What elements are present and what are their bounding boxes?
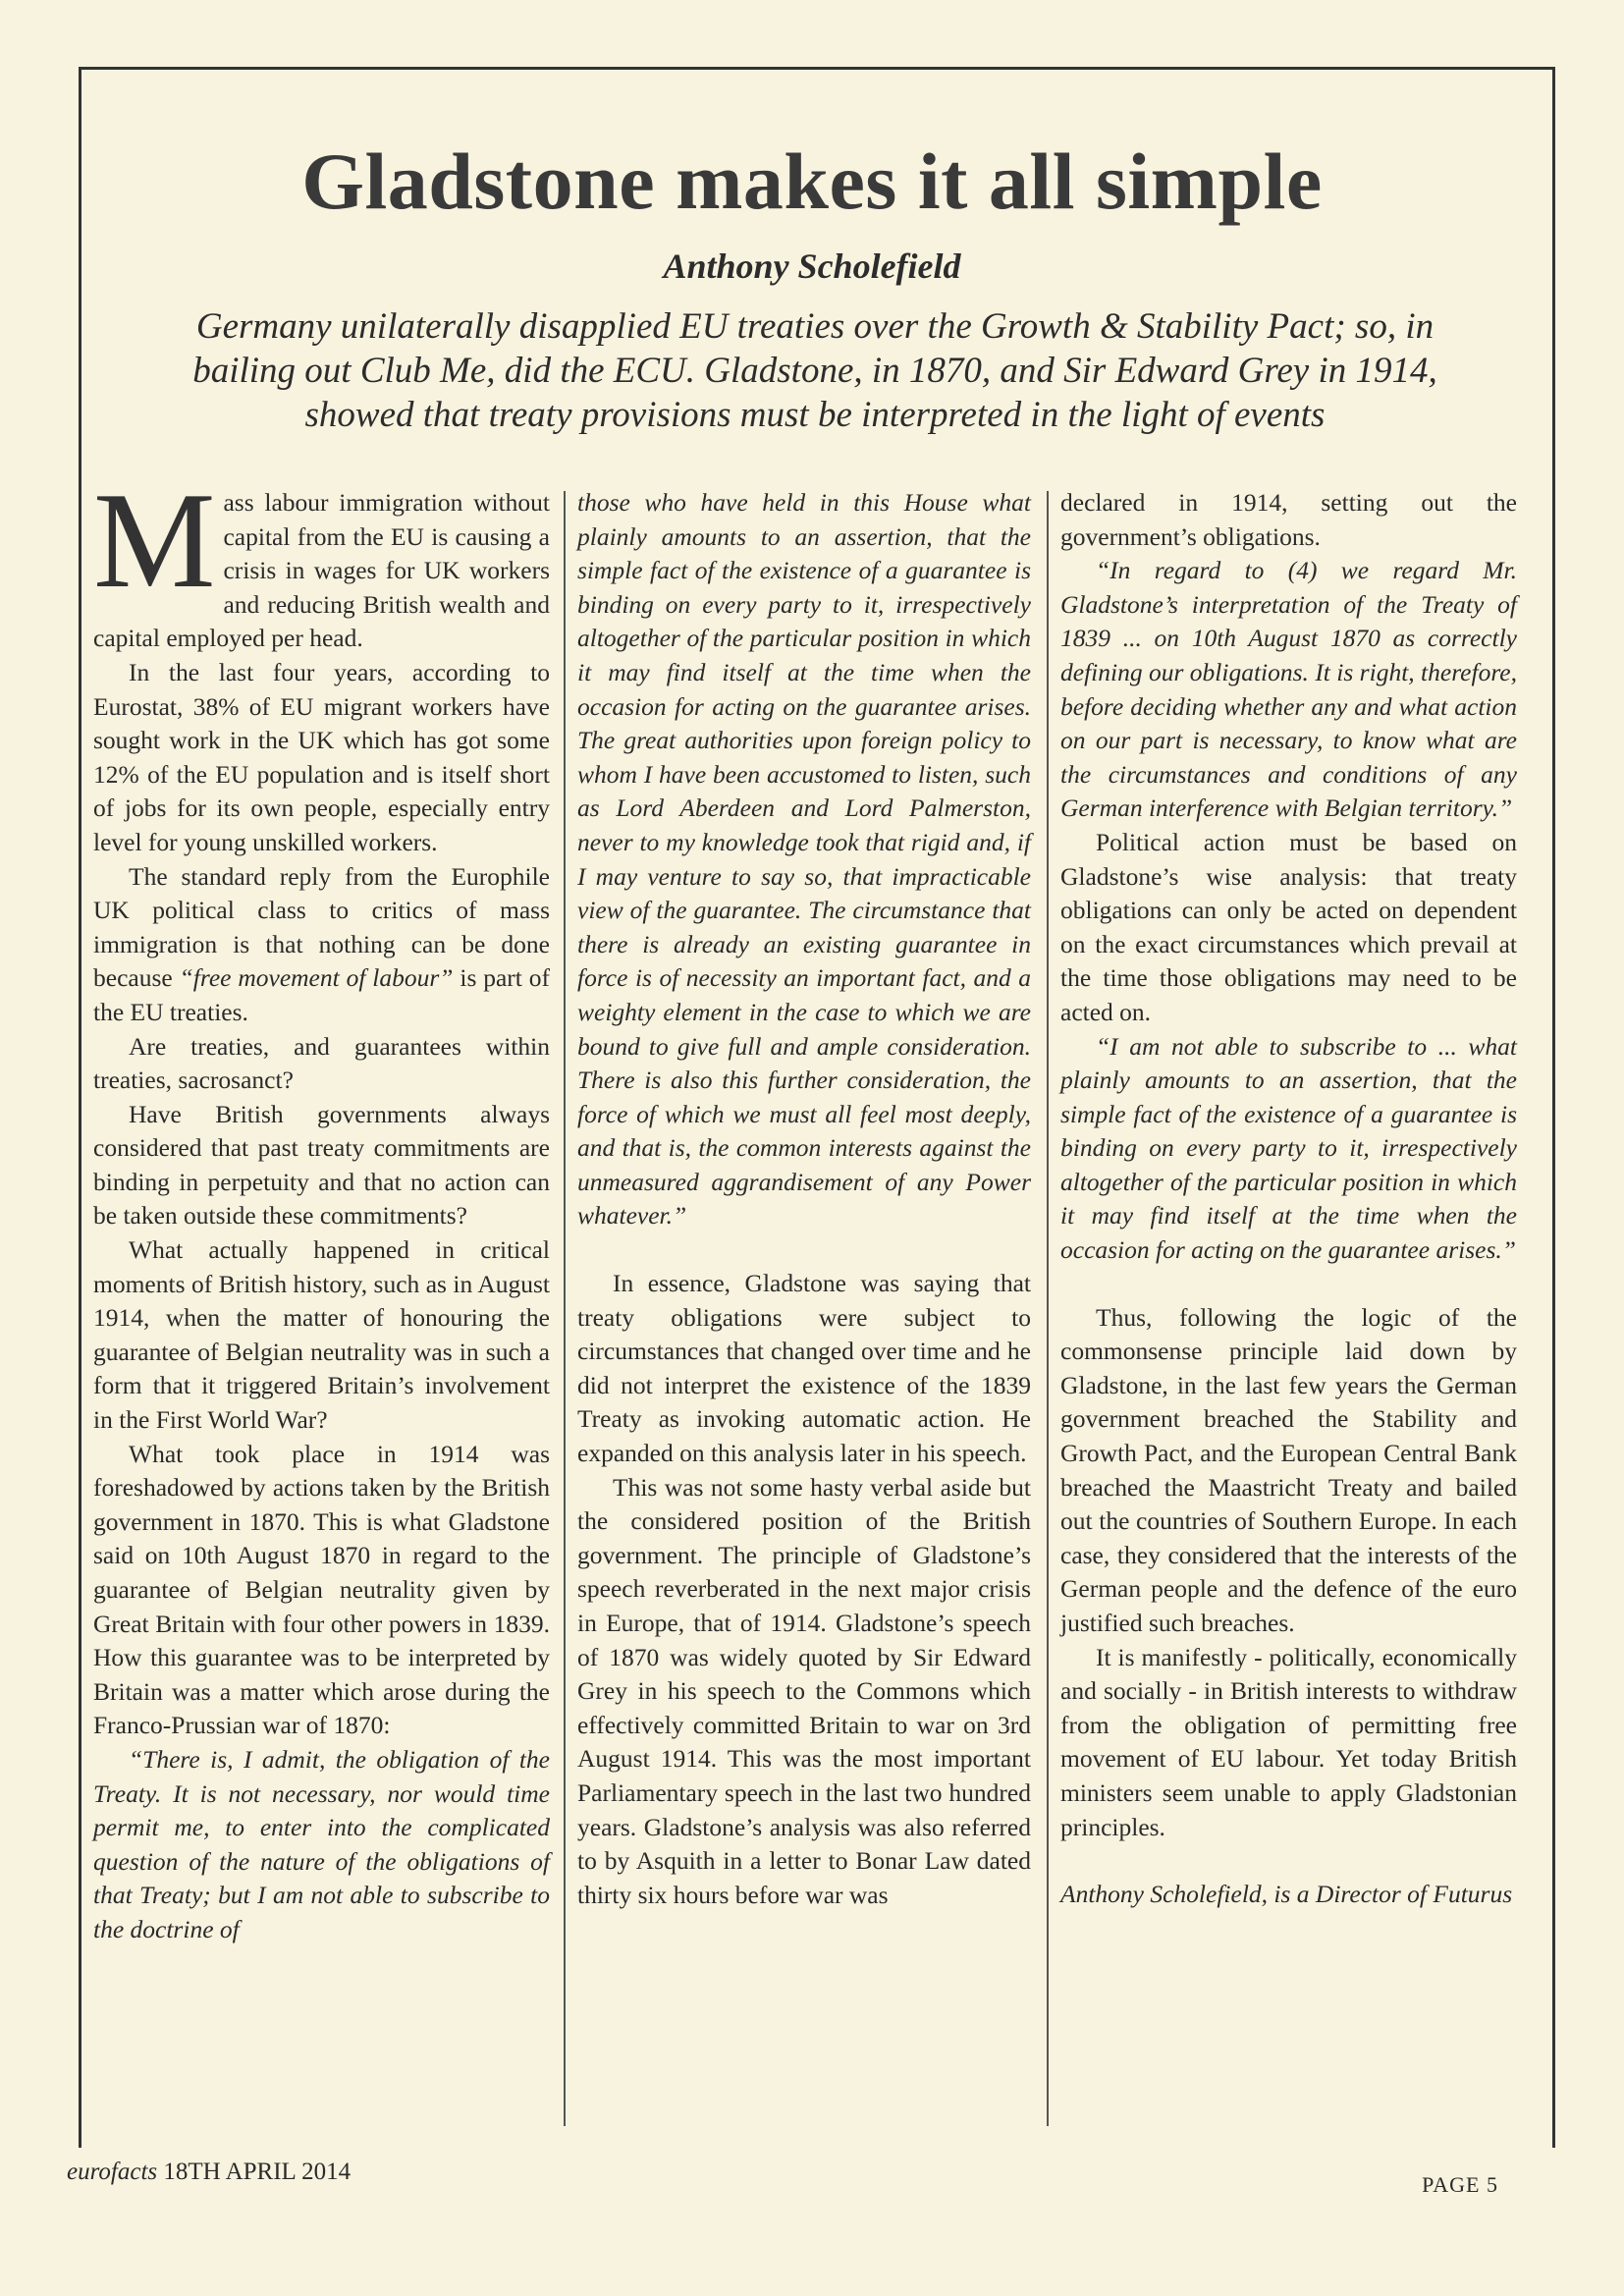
paragraph: It is manifestly - politically, economically and socially - in British interests to withdraw from the obligation of permitting free movement of EU labour. Yet today British ministers seem unable to apply Gladstonian principles.	[1060, 1642, 1517, 1841]
paragraph: In the last four years, according to Eurostat, 38% of EU migrant workers have sought work in the UK which has got some 12% of the EU population and is itself short of jobs for its own people, especially entry level for young unskilled workers.	[93, 657, 550, 856]
drop-cap: M	[93, 465, 216, 617]
quotation: “I am not able to subscribe to ... what plainly amounts to an assertion, that the simple fact of the existence of a guarantee is binding on every party to it, irrespectively altogether of the particular position in which it may find itself at the time when the occasion for acting on the guarantee arises.”	[1060, 1031, 1517, 1265]
paragraph: Thus, following the logic of the commonsense principle laid down by Gladstone, in the last few years the German government breached the Stability and Growth Pact, and the European Central Bank breached the Maastricht Treaty and bailed out the countries of Southern Europe. In each case, they considered that the interests of the German people and the defence of the euro justified such breaches.	[1060, 1302, 1517, 1637]
article-title: Gladstone makes it all simple	[301, 137, 1323, 226]
paragraph: What took place in 1914 was foreshadowed by actions taken by the British government in 1870. This is what Gladstone said on 10th August 1870 in regard to the guarantee of Belgian neutrality given by Great Britain with four other powers in 1839. How this guarantee was to be interpreted by Britain was a matter which arose during the Franco-Prussian war of 1870:	[93, 1439, 550, 1740]
column-3	[1060, 486, 1517, 1912]
column-1	[93, 465, 550, 1947]
quotation: “In regard to (4) we regard Mr. Gladstone’s interpretation of the Treaty of 1839 ... on 10th August 1870 as correctly defining our obligations. It is right, therefore, before deciding whether any and what action on our part is necessary, to know what are the circumstances and conditions of any German interference with Belgian territory.”	[1060, 556, 1517, 823]
paragraph: Political action must be based on Gladstone’s wise analysis: that treaty obligations can only be acted on dependent on the exact circumstances which prevail at the time those obligations may need to be acted on.	[1060, 827, 1517, 1026]
quotation: “There is, I admit, the obligation of the Treaty. It is not necessary, nor would time permit me, to enter into the complicated question of the nature of the obligations of that Treaty; but I am not able to subscribe to the doctrine of	[93, 1744, 550, 1943]
paragraph: Mass labour immigration without capital from the EU is causing a crisis in wages for UK workers and reducing British wealth and capital employed per head.	[93, 465, 550, 653]
issue-date: 18TH APRIL 2014	[163, 2159, 352, 2185]
paragraph: What actually happened in critical moments of British history, such as in August 1914, when the matter of honouring the guarantee of Belgian neutrality was in such a form that it triggered Britain’s involvement in the First World War?	[93, 1235, 550, 1435]
footer-issue	[67, 2159, 351, 2186]
paragraph: This was not some hasty verbal aside but the considered position of the British government. The principle of Gladstone’s speech reverberated in the next major crisis in Europe, that of 1914. Gladstone’s speech of 1870 was widely quoted by Sir Edward Grey in his speech to the Commons which effectively committed Britain to war on 3rd August 1914. This was the most important Parliamentary speech in the last two hundred years. Gladstone’s analysis was also referred to by Asquith in a letter to Bonar Law dated thirty six hours before war was	[577, 1472, 1031, 1909]
paragraph: Are treaties, and guarantees within treaties, sacrosanct?	[93, 1031, 550, 1095]
article-author: Anthony Scholefield	[663, 246, 961, 286]
quotation: those who have held in this House what plainly amounts to an assertion, that the simple fact of the existence of a guarantee is binding on every party to it, irrespectively altogether of the particular position in which it may find itself at the time when the occasion for acting on the guarantee arises. The great authorities upon foreign policy to whom I have been accustomed to listen, such as Lord Aberdeen and Lord Palmerston, never to my knowledge took that rigid and, if I may venture to say so, that impracticable view of the guarantee. The circumstance that there is already an existing guarantee in force is of necessity an important fact, and a weighty element in the case to which we are bound to give full and ample consideration. There is also this further consideration, the force of which we must all feel most deeply, and that is, the common interests against the unmeasured aggrandisement of any Power whatever.”	[577, 488, 1031, 1230]
column-divider	[564, 491, 566, 2126]
article-standfirst: Germany unilaterally disapplied EU treaties over the Growth & Stability Pact; so, in bailing out Club Me, did the ECU. Gladstone, in 1870, and Sir Edward Grey in 1914, showed that treaty provisions must be interpreted in the light of events	[192, 306, 1437, 435]
author-bio: Anthony Scholefield, is a Director of Futurus	[1060, 1880, 1513, 1909]
paragraph: In essence, Gladstone was saying that treaty obligations were subject to circumstances that changed over time and he did not interpret the existence of the 1839 Treaty as invoking automatic action. He expanded on this analysis later in his speech.	[577, 1269, 1031, 1468]
paragraph: Have British governments always considered that past treaty commitments are binding in perpetuity and that no action can be taken outside these commitments?	[93, 1099, 550, 1230]
column-2	[577, 486, 1031, 1912]
magazine-name: eurofacts	[67, 2159, 158, 2185]
page-number: PAGE 5	[1422, 2172, 1498, 2197]
column-divider	[1047, 491, 1049, 2126]
paragraph: The standard reply from the Europhile UK political class to critics of mass immigration is that nothing can be done because “free movement of labour” is part of the EU treaties.	[93, 861, 550, 1026]
paragraph: declared in 1914, setting out the government’s obligations.	[1060, 488, 1517, 551]
